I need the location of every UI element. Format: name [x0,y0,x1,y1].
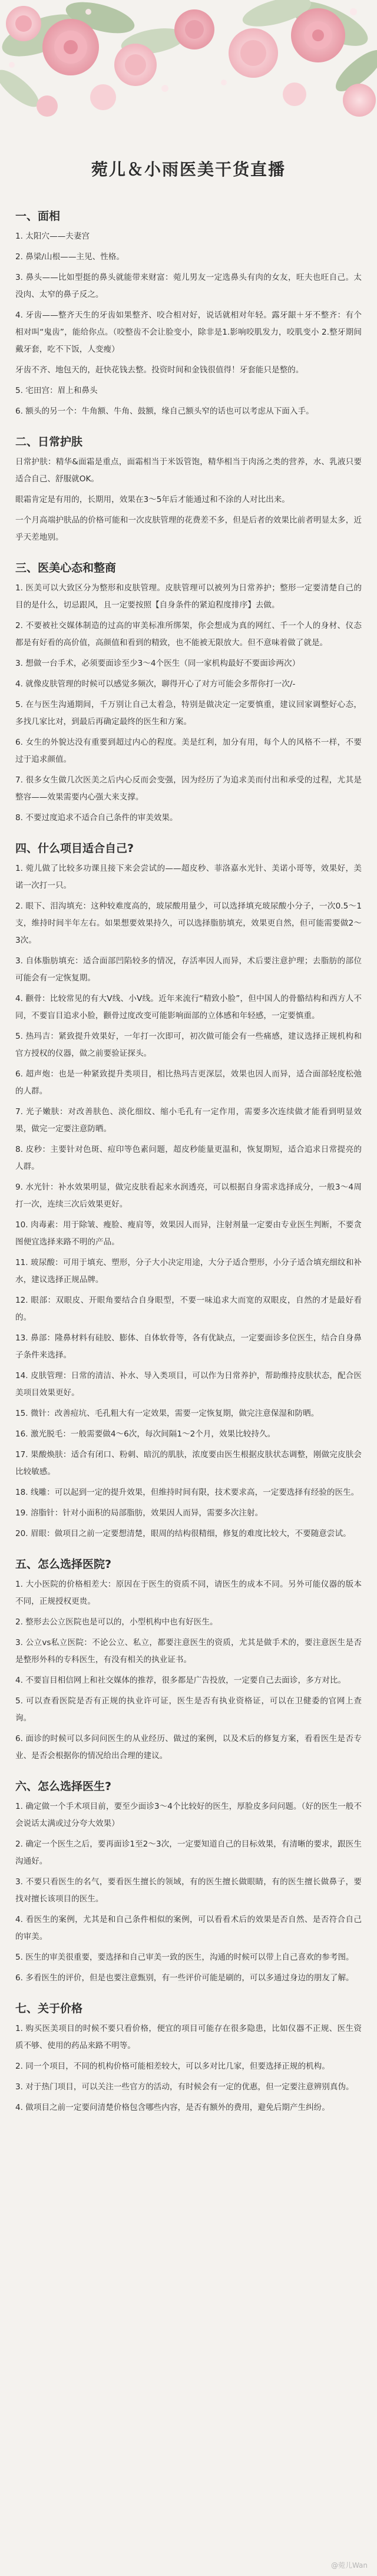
section [15,2000,362,2116]
paragraph: 7. 光子嫩肤：对改善肤色、淡化细纹、缩小毛孔有一定作用，需要多次连续做才能看到明显效果，做完一定要注意防晒。 [15,1107,362,1134]
page-title: 菀儿＆小雨医美干货直播 [91,160,286,179]
paragraph: 4. 做项目之前一定要问清楚价格包含哪些内容，是否有额外的费用，避免后期产生纠纷。 [15,2103,330,2112]
section [15,559,362,827]
paragraph: 4. 不要盲目相信网上和社交媒体的推荐，很多都是广告投放，一定要自己去面诊，多方对比。 [15,1676,346,1685]
paragraph: 2. 不要被社交媒体制造的过高的审美标准所绑架，你会想成为真的网红、千一个人的身材、仪态都是有好看的高价值，高颜值和看到的精致，也不能被无限放大。但不意味着做了就是。 [15,621,362,648]
paragraph: 10. 肉毒素：用于除皱、瘦脸、瘦肩等，效果因人而异，注射剂量一定要由专业医生判断，不要贪图便宜选择来路不明的产品。 [15,1220,362,1247]
paragraph: 3. 鼻头——比如型挺的鼻头就能带来财富：菀儿男友一定选鼻头有肉的女友，旺夫也旺自己。太没肉、太窄的鼻子反之。 [15,273,362,299]
paragraph: 1. 菀儿做了比较多功课且接下来会尝试的——超皮秒、菲洛嘉水光针、美诺小哥等，效果好，美诺一次打一只。 [15,864,362,890]
paragraph: 1. 确定做一个手术项目前，要至少面诊3～4个比较好的医生，厚脸皮多问问题。（好的医生一般不会说话太满或过分夸大效果） [15,1802,362,1828]
section-title: 三、医美心态和整商 [15,562,117,574]
section-title: 五、怎么选择医院? [15,1558,112,1571]
section [15,433,362,546]
paragraph: 6. 女生的外貌达没有重要到超过内心的程度。美是红利，加分有用，每个人的风格不一样，不要过于追求颜值。 [15,738,362,764]
paragraph: 14. 皮肤管理：日常的清洁、补水、导入类项目，可以作为日常养护，帮助维持皮肤状态，配合医美项目效果更好。 [15,1371,362,1398]
paragraph: 1. 太阳穴——夫妻宫 [15,232,90,241]
floral-header-image [0,0,377,141]
paragraph: 17. 果酸焕肤：适合有闭口、粉刺、暗沉的肌肤，浓度要由医生根据皮肤状态调整，刚做完皮肤会比较敏感。 [15,1450,362,1477]
paragraph: 4. 牙齿——整齐天生的牙齿如果整齐、咬合相对好，说话就相对年轻。露牙龈＋牙不整齐：有个相对叫“鬼齿”，能给你点。（咬整齿不会让脸变小，除非是1.影响咬肌发力，咬肌变小 2.整牙期间戴牙套，吃不下饭，人变瘦） [15,311,362,354]
watermark: @菀儿Wan [330,2561,368,2570]
paragraph: 1. 购买医美项目的时候不要只看价格，便宜的项目可能存在很多隐患，比如仪器不正规、医生资质不够、使用的药品来路不明等。 [15,2024,362,2050]
paragraph: 6. 面诊的时候可以多问问医生的从业经历、做过的案例，以及术后的修复方案，看看医生是否专业、是否会根据你的情况给出合理的建议。 [15,1734,362,1761]
paragraph: 11. 玻尿酸：可用于填充、塑形，分子大小决定用途，大分子适合塑形，小分子适合填充细纹和补水，建议选择正规品牌。 [15,1258,362,1284]
paragraph: 5. 医生的审美很重要，要选择和自己审美一致的医生，沟通的时候可以带上自己喜欢的参考图。 [15,1953,354,1962]
paragraph: 6. 多看医生的评价，但是也要注意甄别，有一些评价可能是刷的，可以多通过身边的朋友了解。 [15,1973,354,1983]
paragraph: 16. 激光脱毛：一般需要做4～6次，每次间隔1～2个月，效果比较持久。 [15,1429,276,1439]
section-title: 一、面相 [15,210,61,223]
section-title: 七、关于价格 [15,2002,83,2015]
paragraph: 6. 超声炮：也是一种紧致提升类项目，相比热玛吉更深层，效果也因人而异，适合面部轻度松弛的人群。 [15,1069,362,1096]
section [15,1555,362,1765]
paragraph: 19. 溶脂针：针对小面积的局部脂肪，效果因人而异，需要多次注射。 [15,1508,263,1518]
paragraph: 2. 鼻梁/山根——主见、性格。 [15,252,124,262]
paragraph: 一个月高端护肤品的价格可能和一次皮肤管理的花费差不多，但是后者的效果比前者明显太多，近乎天差地别。 [15,516,362,542]
paragraph: 5. 在与医生沟通期间，千万别让自己太着急，特别是做决定一定要慎重，建议回家调整好心态，多找几家比对，到最后再确定最终的医生和方案。 [15,700,362,726]
paragraph: 5. 热玛吉：紧致提升效果好，一年打一次即可，初次做可能会有一些痛感，建议选择正规机构和官方授权的仪器，做之前要验证探头。 [15,1032,362,1058]
paragraph: 2. 同一个项目，不同的机构价格可能相差较大，可以多对比几家，但要选择正规的机构。 [15,2062,330,2071]
paragraph: 6. 额头的另一个：牛角额、牛角、鼓额，缘自己额头窄的话也可以考虑从下面入手。 [15,407,314,416]
paragraph: 7. 很多女生做几次医美之后内心反而会变强，因为经历了为追求美而付出和承受的过程，尤其是整容——效果需要内心强大来支撑。 [15,775,362,802]
section-title: 六、怎么选择医生? [15,1780,112,1793]
paragraph: 2. 整形去公立医院也是可以的，小型机构中也有好医生。 [15,1617,218,1627]
paragraph: 5. 宅田宫：眉上和鼻头 [15,386,98,395]
paragraph: 2. 确定一个医生之后，要再面诊1至2～3次，一定要知道自己的目标效果，有清晰的要求，跟医生沟通好。 [15,1839,362,1866]
paragraph: 18. 线雕：可以起到一定的提升效果，但维持时间有限，技术要求高，一定要选择有经验的医生。 [15,1488,359,1497]
paragraph: 5. 可以查看医院是否有正规的执业许可证，医生是否有执业资格证，可以在卫健委的官网上查询。 [15,1696,362,1723]
paragraph: 1. 大小医院的价格相差大：原因在于医生的资质不同，请医生的成本不同。另外可能仪器的版本不同，正规授权更贵。 [15,1580,362,1606]
paragraph: 8. 不要过度追求不适合自己条件的审美效果。 [15,813,178,823]
section [15,840,362,1543]
paragraph: 15. 微针：改善痘坑、毛孔粗大有一定效果，需要一定恢复期，做完注意保湿和防晒。 [15,1409,319,1418]
paragraph: 3. 公立vs私立医院：不论公立、私立，都要注意医生的资质，尤其是做手术的，要注意医生是否是整形外科的专科医生，有没有相关的执业证书。 [15,1638,362,1665]
paragraph: 20. 眉眼：做项目之前一定要想清楚，眼周的结构很精细，修复的难度比较大，不要随意尝试。 [15,1529,351,1538]
paragraph: 8. 皮秒：主要针对色斑、痘印等色素问题，超皮秒能量更温和，恢复期短，适合追求日常提亮的人群。 [15,1145,362,1171]
paragraph: 4. 就像皮肤管理的时候可以感觉多频次，聊得开心了对方可能会多帮你打一次/- [15,679,296,689]
paragraph: 13. 鼻部：隆鼻材料有硅胶、膨体、自体软骨等，各有优缺点，一定要面诊多位医生，结合自身鼻子条件来选择。 [15,1333,362,1360]
section-title: 二、日常护肤 [15,435,83,448]
paragraph: 牙齿不齐、地包天的，赶快花钱去整。投资时间和金钱很值得！牙套能只是整的。 [15,365,304,375]
section [15,207,362,420]
paragraph: 3. 不要只看医生的名气，要看医生擅长的领域，有的医生擅长做眼睛，有的医生擅长做鼻子，要找对擅长该项目的医生。 [15,1877,362,1904]
paragraph: 4. 颧骨：比较常见的有大V线、小V线。近年来流行“精致小脸”，但中国人的骨骼结构和西方人不同，不要盲目追求小脸，颧骨过度改变可能影响面部的立体感和年轻感，一定要慎重。 [15,994,362,1021]
paragraph: 9. 水光针：补水效果明显，做完皮肤看起来水润透亮，可以根据自身需求选择成分，一般3～4周打一次，连续三次后效果更好。 [15,1183,362,1209]
paragraph: 4. 看医生的案例，尤其是和自己条件相似的案例，可以看看术后的效果是否自然、是否符合自己的审美。 [15,1915,362,1941]
paragraph: 3. 自体脂肪填充：适合面部凹陷较多的情况，存活率因人而异，术后要注意护理；去脂肪的部位可能会有一定恢复期。 [15,956,362,983]
article-body [15,194,362,2120]
paragraph: 1. 医美可以大致区分为整形和皮肤管理。皮肤管理可以被列为日常养护；整形一定要清楚自己的目的是什么，切忌跟风，且一定要按照【自身条件的紧迫程度排序】去做。 [15,583,362,610]
paragraph: 3. 对于热门项目，可以关注一些官方的活动，有时候会有一定的优惠，但一定要注意辨别真伪。 [15,2082,354,2092]
section [15,1778,362,1987]
paragraph: 12. 眼部：双眼皮、开眼角要结合自身眼型，不要一味追求大而宽的双眼皮，自然的才是最好看的。 [15,1296,362,1322]
paragraph: 日常护肤：精华&面霜是重点，面霜相当于米饭管饱，精华相当于肉汤之类的营养，水、乳液只要适合自己、舒服就OK。 [15,457,362,484]
paragraph: 3. 想做一台手术，必须要面诊至少3～4个医生（同一家机构最好不要面诊两次） [15,659,300,668]
section-title: 四、什么项目适合自己? [15,842,134,855]
paragraph: 眼霜肯定是有用的，长期用，效果在3～5年后才能通过和不涂的人对比出来。 [15,495,290,504]
paragraph: 2. 眼下、泪沟填充：这种较难度高的，玻尿酸用量少，可以选择填充玻尿酸小分子，一次0.5～1支，维持时间半年左右。如果想要效果持久，可以选择脂肪填充，效果更自然，但可能需要做2～3次。 [15,901,362,945]
